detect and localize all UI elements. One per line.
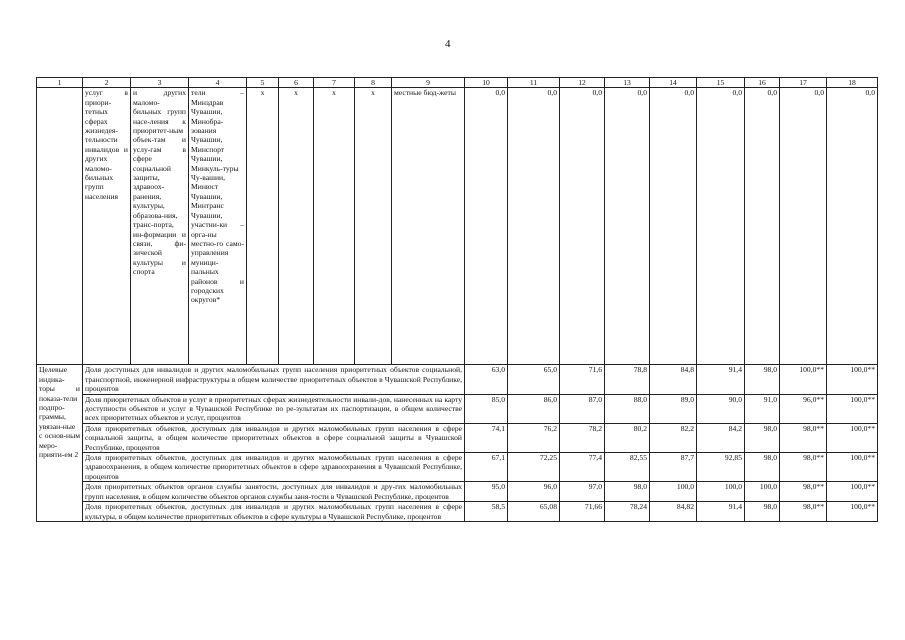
page-number: 4 bbox=[445, 38, 451, 50]
header-cell: 17 bbox=[780, 78, 827, 88]
value-cell: 76,2 bbox=[508, 423, 560, 452]
indicator-row bbox=[37, 502, 878, 522]
value-cell: 91,4 bbox=[697, 365, 745, 394]
value-cell: 100,0** bbox=[780, 365, 827, 394]
value-cell: 72,25 bbox=[508, 453, 560, 482]
value-cell: 100,0 bbox=[650, 482, 697, 502]
header-cell: 11 bbox=[508, 78, 560, 88]
value-cell: 100,0** bbox=[827, 502, 878, 522]
value-cell: 86,0 bbox=[508, 394, 560, 423]
header-cell: 13 bbox=[605, 78, 650, 88]
value-cell: 65,08 bbox=[508, 502, 560, 522]
value-cell: 0,0 bbox=[465, 88, 508, 365]
value-cell: 80,2 bbox=[605, 423, 650, 452]
header-cell: 8 bbox=[355, 78, 392, 88]
value-cell: 100,0 bbox=[697, 482, 745, 502]
indicator-text: Доля приоритетных объектов, доступных для инвалидов и других маломобильных групп населения в сфере социальной защиты, в общем количестве приоритетных объектов в сфере социальной защиты в Чувашской Республике, процентов bbox=[83, 423, 465, 452]
header-cell: 18 bbox=[827, 78, 878, 88]
header-cell: 7 bbox=[314, 78, 355, 88]
value-cell: 0,0 bbox=[697, 88, 745, 365]
indicator-text: Доля приоритетных объектов, доступных для инвалидов и других маломобильных групп населения в сфере культуры, в общем количестве приоритетных объектов в сфере культуры в Чувашской Республике, процентов bbox=[83, 502, 465, 522]
value-cell: 84,8 bbox=[650, 365, 697, 394]
header-cell: 12 bbox=[560, 78, 605, 88]
value-cell: 67,1 bbox=[465, 453, 508, 482]
header-cell: 2 bbox=[83, 78, 131, 88]
funding-source: местные бюд-жеты bbox=[392, 88, 465, 365]
value-cell: 87,7 bbox=[650, 453, 697, 482]
value-cell: 98,0** bbox=[780, 453, 827, 482]
measure-executors: тели – Минздрав Чувашии, Минобра-зования Чувашии, Минспорт Чувашии, Минкуль-туры Чу-вашии, Минюст Чувашии, Минтранс Чувашии, участни-ки – орга-ны местно-го само-управления муници-пальных районов и городских округов* bbox=[189, 88, 247, 365]
x-cell: x bbox=[279, 88, 314, 365]
value-cell: 0,0 bbox=[508, 88, 560, 365]
value-cell: 92,85 bbox=[697, 453, 745, 482]
header-cell: 4 bbox=[189, 78, 247, 88]
value-cell: 63,0 bbox=[465, 365, 508, 394]
value-cell: 85,0 bbox=[465, 394, 508, 423]
value-cell: 98,0 bbox=[745, 453, 780, 482]
value-cell: 0,0 bbox=[827, 88, 878, 365]
value-cell: 98,0 bbox=[605, 482, 650, 502]
value-cell: 98,0** bbox=[780, 502, 827, 522]
value-cell: 98,0** bbox=[780, 423, 827, 452]
value-cell: 0,0 bbox=[650, 88, 697, 365]
value-cell: 89,0 bbox=[650, 394, 697, 423]
header-cell: 9 bbox=[392, 78, 465, 88]
header-cell: 5 bbox=[247, 78, 279, 88]
value-cell: 97,0 bbox=[560, 482, 605, 502]
header-cell: 16 bbox=[745, 78, 780, 88]
x-cell: x bbox=[314, 88, 355, 365]
value-cell: 84,2 bbox=[697, 423, 745, 452]
value-cell: 71,6 bbox=[560, 365, 605, 394]
measure-description: услуг в приори-тетных сферах жизнедея-тельности инвалидов и других маломо-бильных групп населения bbox=[83, 88, 131, 365]
indicator-row bbox=[37, 482, 878, 502]
value-cell: 65,0 bbox=[508, 365, 560, 394]
header-cell: 6 bbox=[279, 78, 314, 88]
x-cell: x bbox=[355, 88, 392, 365]
header-row bbox=[37, 78, 878, 88]
value-cell: 96,0** bbox=[780, 394, 827, 423]
value-cell: 82,2 bbox=[650, 423, 697, 452]
value-cell: 87,0 bbox=[560, 394, 605, 423]
value-cell: 100,0** bbox=[827, 394, 878, 423]
value-cell: 100,0 bbox=[745, 482, 780, 502]
value-cell: 96,0 bbox=[508, 482, 560, 502]
indicator-text: Доля приоритетных объектов, доступных для инвалидов и других маломобильных групп населения в сфере здравоохранения, в общем количестве приоритетных объектов в сфере здравоохранения в Чувашской Республике, процентов bbox=[83, 453, 465, 482]
indicator-row bbox=[37, 394, 878, 423]
value-cell: 78,2 bbox=[560, 423, 605, 452]
value-cell: 71,66 bbox=[560, 502, 605, 522]
value-cell: 0,0 bbox=[560, 88, 605, 365]
value-cell: 0,0 bbox=[605, 88, 650, 365]
header-cell: 15 bbox=[697, 78, 745, 88]
value-cell: 100,0** bbox=[827, 453, 878, 482]
value-cell: 58,5 bbox=[465, 502, 508, 522]
value-cell: 95,0 bbox=[465, 482, 508, 502]
header-cell: 14 bbox=[650, 78, 697, 88]
indicator-text: Доля доступных для инвалидов и других маломобильных групп населения приоритетных объектов социальной, транспортной, инженерной инфраструктуры в общем количестве приоритетных объектов в Чувашской Республике, процентов bbox=[83, 365, 465, 394]
value-cell: 0,0 bbox=[745, 88, 780, 365]
header-cell: 3 bbox=[131, 78, 189, 88]
value-cell: 100,0** bbox=[827, 482, 878, 502]
header-cell: 10 bbox=[465, 78, 508, 88]
indicator-row bbox=[37, 423, 878, 452]
value-cell: 98,0 bbox=[745, 502, 780, 522]
measure-row bbox=[37, 88, 878, 365]
value-cell: 98,0** bbox=[780, 482, 827, 502]
value-cell: 78,24 bbox=[605, 502, 650, 522]
value-cell: 91,0 bbox=[745, 394, 780, 423]
value-cell: 98,0 bbox=[745, 423, 780, 452]
value-cell: 98,0 bbox=[745, 365, 780, 394]
value-cell: 82,55 bbox=[605, 453, 650, 482]
value-cell: 77,4 bbox=[560, 453, 605, 482]
indicator-text: Доля приоритетных объектов органов службы занятости, доступных для инвалидов и дру-гих маломобильных групп населения, в общем количестве объектов органов службы заня-тости в Чувашской Республике, процентов bbox=[83, 482, 465, 502]
header-cell: 1 bbox=[37, 78, 83, 88]
value-cell: 100,0** bbox=[827, 365, 878, 394]
x-cell: x bbox=[247, 88, 279, 365]
value-cell: 90,0 bbox=[697, 394, 745, 423]
measure-content: и других маломо-бильных групп насе-ления к приоритет-ным объек-там и услу-гам в сфере социальной защиты, здравоох-ранения, культуры, образова-ния, транс-порта, ин-формации и связи, фи-зической культуры и спорта bbox=[131, 88, 189, 365]
value-cell: 78,8 bbox=[605, 365, 650, 394]
value-cell: 91,4 bbox=[697, 502, 745, 522]
indicator-text: Доля приоритетных объектов и услуг в приоритетных сферах жизнедеятельности инвали-дов, нанесенных на карту доступности объектов и услуг в Чувашской Республике по ре-зультатам их паспортизации, в общем количестве всех приоритетных объектов и услуг, процентов bbox=[83, 394, 465, 423]
value-cell: 74,1 bbox=[465, 423, 508, 452]
value-cell: 84,82 bbox=[650, 502, 697, 522]
indicator-row bbox=[37, 453, 878, 482]
program-table bbox=[36, 77, 878, 522]
value-cell: 88,0 bbox=[605, 394, 650, 423]
value-cell: 100,0** bbox=[827, 423, 878, 452]
empty-cell bbox=[37, 88, 83, 365]
indicator-row bbox=[37, 365, 878, 394]
indicator-label: Целевые индика-торы и показа-тели подпро-граммы, увязан-ные с основ-ным меро-прияти-ем 2 bbox=[37, 365, 83, 522]
value-cell: 0,0 bbox=[780, 88, 827, 365]
